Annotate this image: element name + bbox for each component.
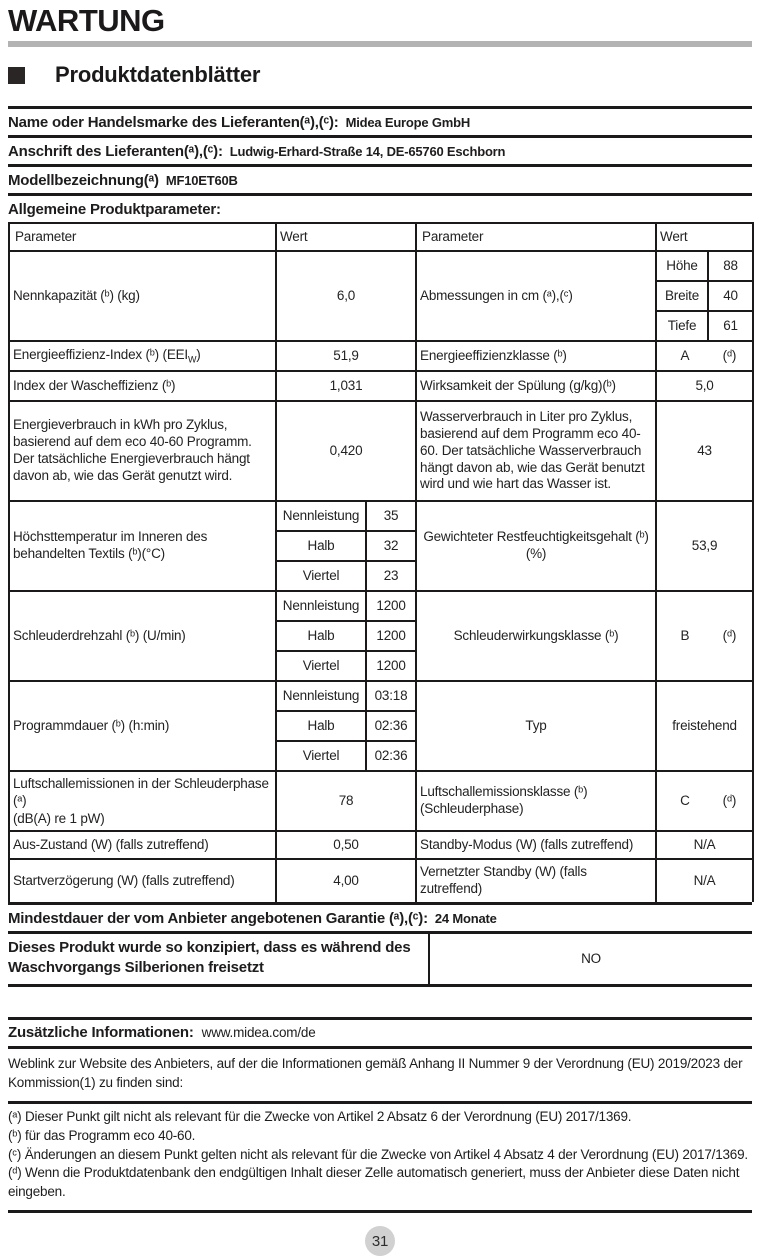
general-params-row [8,193,752,222]
noise-class-value: C [680,792,690,808]
eei-label [9,341,276,371]
weblink-paragraph: Weblink zur Website des Anbieters, auf der die Informationen gemäß Anhang II Nummer 9 der Verordnung (EU) 2019/2023 der Kommission(1) zu finden sind: [8,1049,752,1104]
table-row-energy-consumption [9,401,753,501]
model-value: MF10ET60B [165,172,238,188]
footnote-a: (ᵃ) Dieser Punkt gilt nicht als relevant für die Zwecke von Artikel 2 Absatz 6 der Verordnung (EU) 2017/1369. [8,1108,632,1124]
noise-class-footnote: (ᵈ) [722,792,737,808]
max-temp-half-label: Halb [276,531,366,561]
moisture-value: 53,9 [656,501,753,591]
capacity-label: Nennkapazität (ᵇ) (kg) [9,251,276,341]
moisture-label-line1: Gewichteter Restfeuchtigkeitsgehalt (ᵇ) [423,529,649,545]
supplier-address-value: Ludwig-Erhard-Straße 14, DE-65760 Eschborn [229,143,506,159]
noise-class-cell [656,771,753,831]
spin-class-label: Schleuderwirkungsklasse (ᵇ) [416,591,656,681]
footnotes-block [8,1104,752,1213]
duration-quarter-value: 02:36 [366,741,416,771]
noise-label-line1: Luftschallemissionen in der Schleuderphase [13,775,269,791]
eei-label-post: ) [196,346,201,362]
guarantee-row [8,902,752,931]
max-temp-rated-label: Nennleistung [276,501,366,531]
supplier-name-label: Name oder Handelsmarke des Lieferanten(ᵃ),(ᶜ): [8,113,339,131]
eei-value: 51,9 [276,341,416,371]
title-divider-bar [8,41,752,47]
max-temp-half-value: 32 [366,531,416,561]
spin-speed-half-label: Halb [276,621,366,651]
spin-class-cell [656,591,753,681]
silver-ions-row [8,931,752,987]
additional-info-value: www.midea.com/de [201,1025,316,1041]
moisture-label [416,501,656,591]
spin-class-footnote: (ᵈ) [722,627,737,643]
table-row-duration [9,681,753,711]
spin-speed-label: Schleuderdrehzahl (ᵇ) (U/min) [9,591,276,681]
off-mode-label: Aus-Zustand (W) (falls zutreffend) [9,831,276,859]
supplier-address-row [8,135,752,164]
spin-speed-rated-value: 1200 [366,591,416,621]
max-temp-quarter-value: 23 [366,561,416,591]
table-row-capacity [9,251,753,281]
duration-rated-label: Nennleistung [276,681,366,711]
product-parameters-table [8,222,754,902]
energy-class-cell [656,341,753,371]
supplier-info-block [8,106,752,222]
header-wert-2: Wert [656,223,753,251]
dimension-width-value: 40 [708,281,753,311]
additional-info-label: Zusätzliche Informationen: [8,1024,194,1042]
duration-rated-value: 03:18 [366,681,416,711]
noise-label-line2: (ᵃ) [13,793,27,809]
footnote-c: (ᶜ) Änderungen an diesem Punkt gelten nicht als relevant für die Zwecke von Artikel 4 Absatz 4 der Verordnung (EU) 2017/1369. [8,1146,748,1162]
type-label: Typ [416,681,656,771]
moisture-label-line2: (%) [525,546,547,562]
model-row [8,164,752,193]
additional-info-block [8,1017,752,1214]
footnote-b: (ᵇ) für das Programm eco 40-60. [8,1127,196,1143]
model-label: Modellbezeichnung(ᵃ) [8,171,159,189]
capacity-value: 6,0 [276,251,416,341]
delay-start-value: 4,00 [276,859,416,902]
manual-page [0,4,760,1256]
table-row-wash-index [9,371,753,401]
spin-class-value: B [680,627,690,643]
footnote-d: (ᵈ) Wenn die Produktdatenbank den endgültigen Inhalt dieser Zelle automatisch generiert, muss der Anbieter diese Daten nicht eingeben. [8,1165,740,1200]
energy-class-value: A [680,347,690,363]
standby-value: N/A [656,831,753,859]
spin-speed-rated-label: Nennleistung [276,591,366,621]
spin-speed-quarter-value: 1200 [366,651,416,681]
square-bullet-icon [8,67,25,84]
dimension-depth-label: Tiefe [656,311,708,341]
dimensions-label: Abmessungen in cm (ᵃ),(ᶜ) [416,251,656,341]
net-standby-value: N/A [656,859,753,902]
spin-speed-half-value: 1200 [366,621,416,651]
delay-start-label: Startverzögerung (W) (falls zutreffend) [9,859,276,902]
spin-speed-quarter-label: Viertel [276,651,366,681]
energy-consumption-label: Energieverbrauch in kWh pro Zyklus, basierend auf dem eco 40-60 Programm. Der tatsächliche Energieverbrauch hängt davon ab, wie das Gerät genutzt wird. [9,401,276,501]
max-temp-quarter-label: Viertel [276,561,366,591]
water-consumption-label: Wasserverbrauch in Liter pro Zyklus, basierend auf dem Programm eco 40-60. Der tatsächliche Wasserverbrauch hängt davon ab, wie das Gerät benutzt wird und wie hart das Wasser ist. [416,401,656,501]
header-wert-1: Wert [276,223,416,251]
supplier-address-label: Anschrift des Lieferanten(ᵃ),(ᶜ): [8,142,223,160]
table-row-eei [9,341,753,371]
section-heading [8,61,752,89]
section-title: Produktdatenblätter [55,62,261,88]
energy-consumption-value: 0,420 [276,401,416,501]
max-temp-rated-value: 35 [366,501,416,531]
eei-label-sub: W [187,354,197,365]
table-row-spin-speed [9,591,753,621]
header-parameter-1: Parameter [9,223,276,251]
standby-label: Standby-Modus (W) (falls zutreffend) [416,831,656,859]
max-temp-label: Höchsttemperatur im Inneren des behandelten Textils (ᵇ)(°C) [9,501,276,591]
duration-half-label: Halb [276,711,366,741]
table-header-row [9,223,753,251]
noise-value: 78 [276,771,416,831]
duration-half-value: 02:36 [366,711,416,741]
duration-quarter-label: Viertel [276,741,366,771]
rinse-value: 5,0 [656,371,753,401]
dimension-height-value: 88 [708,251,753,281]
table-row-delay-start [9,859,753,902]
guarantee-value: 24 Monate [434,910,497,926]
supplier-name-value: Midea Europe GmbH [345,114,471,130]
off-mode-value: 0,50 [276,831,416,859]
dimension-width-label: Breite [656,281,708,311]
noise-label-line3: (dB(A) re 1 pW) [13,810,105,826]
net-standby-label: Vernetzter Standby (W) (falls zutreffend) [416,859,656,902]
table-row-off-mode [9,831,753,859]
water-consumption-value: 43 [656,401,753,501]
eei-label-pre: Energieeffizienz-Index (ᵇ) (EEI [13,346,188,362]
page-title: WARTUNG [8,3,165,38]
energy-class-label: Energieeffizienzklasse (ᵇ) [416,341,656,371]
page-number-badge: 31 [365,1226,395,1256]
dimension-height-label: Höhe [656,251,708,281]
energy-class-footnote: (ᵈ) [722,347,737,363]
noise-label [9,771,276,831]
duration-label: Programmdauer (ᵇ) (h:min) [9,681,276,771]
table-row-noise [9,771,753,831]
general-params-label: Allgemeine Produktparameter: [8,200,221,218]
header-parameter-2: Parameter [416,223,656,251]
wash-index-value: 1,031 [276,371,416,401]
guarantee-label: Mindestdauer der vom Anbieter angebotenen Garantie (ᵃ),(ᶜ): [8,909,428,927]
rinse-label: Wirksamkeit der Spülung (g/kg)(ᵇ) [416,371,656,401]
noise-class-label: Luftschallemissionsklasse (ᵇ) (Schleuderphase) [416,771,656,831]
table-row-max-temp [9,501,753,531]
silver-ions-label: Dieses Produkt wurde so konzipiert, dass es während des Waschvorgangs Silberionen freisetzt [8,934,430,984]
dimension-depth-value: 61 [708,311,753,341]
type-value: freistehend [656,681,753,771]
silver-ions-value: NO [581,951,601,967]
supplier-name-row [8,106,752,135]
wash-index-label: Index der Wascheffizienz (ᵇ) [9,371,276,401]
additional-info-row [8,1017,752,1049]
